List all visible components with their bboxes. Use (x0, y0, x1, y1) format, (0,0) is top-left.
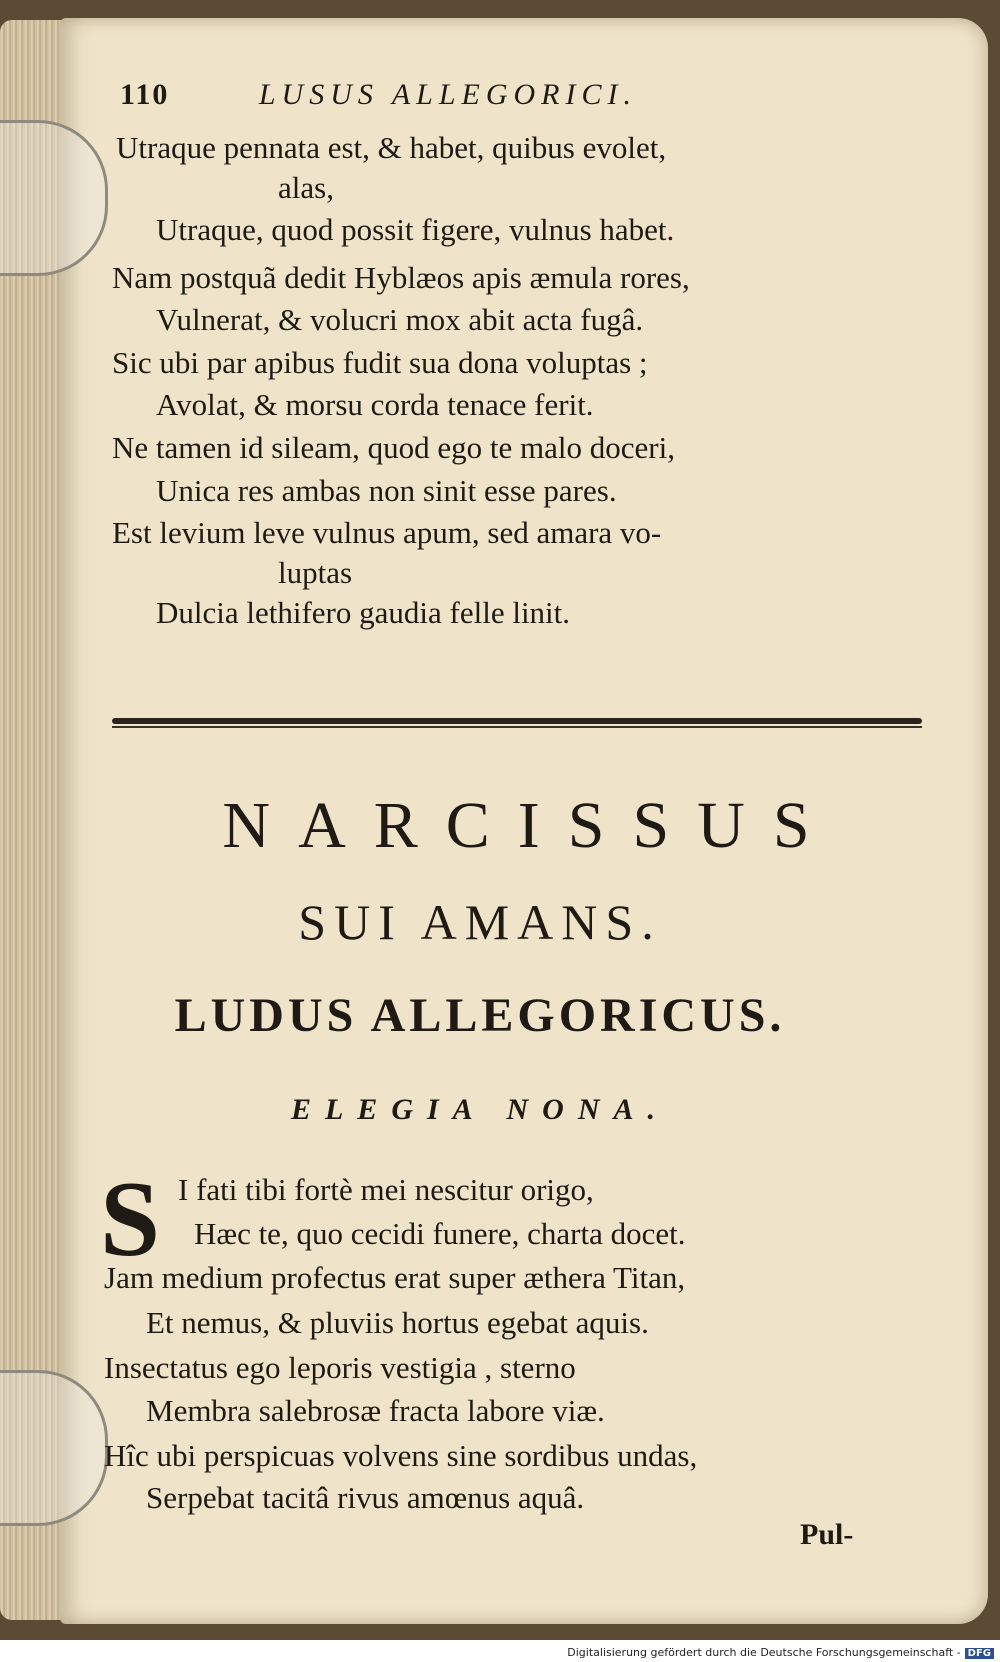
verse-line: Serpebat tacitâ rivus amœnus aquâ. (146, 1480, 585, 1515)
page-number: 110 (120, 78, 170, 111)
verse-line: Sic ubi par apibus fudit sua dona voluptas ; (112, 345, 648, 380)
verse-line: luptas (278, 555, 353, 590)
digitization-credit (567, 1646, 994, 1659)
credit-text: Digitalisierung gefördert durch die Deutsche Forschungsgemeinschaft - (567, 1646, 961, 1659)
running-title: LUSUS ALLEGORICI. (258, 78, 637, 111)
verse-line: Membra salebrosæ fracta labore viæ. (146, 1393, 605, 1428)
elegy-heading: ELEGIA NONA. (290, 1093, 670, 1126)
verse-line: Hæc te, quo cecidi funere, charta docet. (194, 1216, 686, 1251)
verse-line: Avolat, & morsu corda tenace ferit. (156, 387, 594, 422)
drop-cap: S (100, 1160, 161, 1279)
section-divider (112, 718, 922, 724)
verse-line: alas, (278, 170, 334, 205)
verse-line: Est levium leve vulnus apum, sed amara vo- (112, 515, 662, 550)
verse-line: Utraque pennata est, & habet, quibus evolet, (116, 130, 667, 165)
verse-line: Unica res ambas non sinit esse pares. (156, 473, 617, 508)
running-header (120, 78, 637, 112)
verse-line: Nam postquã dedit Hyblæos apis æmula rores, (112, 260, 690, 295)
verse-line: Insectatus ego leporis vestigia , sterno (104, 1350, 576, 1385)
section-title: NARCISSUS (222, 789, 838, 862)
verse-line: Jam medium profectus erat super æthera Titan, (104, 1260, 686, 1295)
verse-line: Vulnerat, & volucri mox abit acta fugâ. (156, 302, 644, 337)
page-content (60, 18, 988, 1624)
verse-line: Hîc ubi perspicuas volvens sine sordibus undas, (104, 1438, 698, 1473)
verse-line: Ne tamen id sileam, quod ego te malo doceri, (112, 430, 675, 465)
catchword: Pul- (800, 1518, 854, 1551)
verse-line: Dulcia lethifero gaudia felle linit. (156, 595, 571, 630)
verse-line: Et nemus, & pluviis hortus egebat aquis. (146, 1305, 649, 1340)
section-genre: LUDUS ALLEGORICUS. (174, 989, 786, 1042)
verse-line: I fati tibi fortè mei nescitur origo, (178, 1172, 594, 1207)
section-subtitle: SUI AMANS. (298, 894, 662, 950)
dfg-logo: DFG (965, 1648, 994, 1659)
verse-line: Utraque, quod possit figere, vulnus habet. (156, 212, 675, 247)
